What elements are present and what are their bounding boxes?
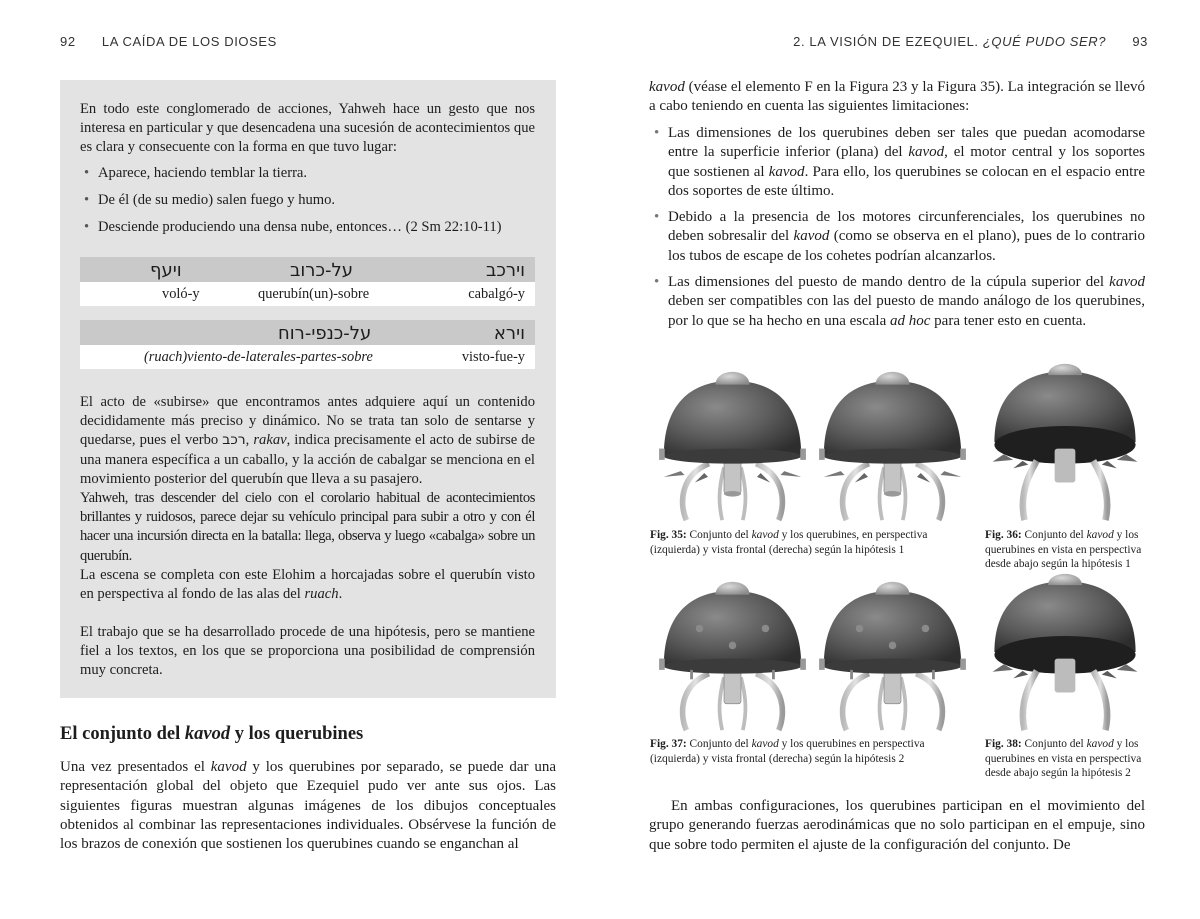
gloss-word: voló-y xyxy=(162,286,200,302)
text-span: La escena se completa con este Elohim a horcajadas sobre el querubín visto en perspectiva al fondo de las alas del xyxy=(80,567,535,603)
right-final-paragraph: En ambas configuraciones, los querubines participan en el movimiento del grupo generando fuerzas aerodinámicas que no solo participan en el empuje, sino que sobre todo permiten el ajuste de la configuración del conjunto. De xyxy=(649,798,1145,853)
right-bullet-2 xyxy=(654,208,1145,266)
text-span: Conjunto del xyxy=(686,529,752,541)
text-span: deben ser compatibles con las del puesto de mando análogo de los querubines, por lo que se ha hecho en una escala xyxy=(668,293,1145,329)
box-paragraph-scene xyxy=(80,566,535,604)
section-paragraph xyxy=(60,758,556,854)
gloss-word: visto-fue-y xyxy=(461,349,525,365)
box-bullet: • Desciende produciendo una densa nube, entonces… (2 Sm 22:10-11) xyxy=(84,219,502,235)
right-chapter-title: 2. LA VISIÓN DE EZEQUIEL. xyxy=(793,34,983,49)
text-span: , el motor central y los soportes que sostienen al xyxy=(668,144,1145,180)
gloss-word xyxy=(144,349,373,366)
italic-span: kavod xyxy=(1086,529,1114,541)
box-bullet-text: Aparece, haciendo temblar la tierra. xyxy=(98,165,308,181)
right-paragraph-continuation xyxy=(649,78,1145,117)
italic-span: kavod xyxy=(184,724,231,744)
italic-span: ruach xyxy=(304,586,339,603)
text-span: y los querubines, en perspectiva (izquierda) y vista frontal (derecha) según la hipótesis 1 xyxy=(650,529,928,556)
box-intro: En todo este conglomerado de acciones, Yahweh hace un gesto que nos interesa en particular y que desencadena una sucesión de acontecimientos que es clara y consecuente con la forma en que tuvo lugar: xyxy=(80,101,535,156)
figure-37-caption xyxy=(650,737,950,766)
text-span: El acto de «subirse» que encontramos antes adquiere aquí un contenido decididamente más preciso y dinámico. No se trata tan solo de sentarse y quedarse, pues el verbo xyxy=(80,394,535,449)
figure-38-underside-render xyxy=(985,572,1145,732)
right-page-number: 93 xyxy=(1132,34,1148,49)
right-bullet-1 xyxy=(654,124,1145,201)
gloss-word: querubín(un)-sobre xyxy=(258,286,370,302)
hebrew-word: וירא xyxy=(493,323,525,344)
box-paragraph-hypothesis: El trabajo que se ha desarrollado procede de una hipótesis, pero se mantiene fiel a los textos, en los que se proporciona una posibilidad de comprensión muy concreta. xyxy=(80,624,535,679)
box-bullet-text: Desciende produciendo una densa nube, entonces… (2 Sm 22:10-11) xyxy=(98,219,502,235)
italic-span: kavod xyxy=(908,144,945,161)
italic-span: kavod xyxy=(210,759,247,775)
bullet-dot: • xyxy=(654,274,660,290)
hebrew-inline: רכב xyxy=(222,432,246,449)
italic-span: kavod xyxy=(768,163,805,180)
italic-span: kavod xyxy=(1109,274,1145,290)
text-span: y los querubines por separado, se puede dar una representación global del objeto que Ezequiel pudo ver ante sus ojos. Las siguientes figuras muestran algunas imágenes de los dibujos conceptuales obtenidos al combinar las representaciones individuales. Obsérvese la función de los brazos de conexión que sostienen los querubines cuando se enganchan al xyxy=(60,759,556,853)
text-span: Debido a la presencia de los motores circunferenciales, los querubines no deben sobresalir del xyxy=(668,209,1145,245)
italic-span: ad hoc xyxy=(890,312,931,329)
figure-36-underside-render xyxy=(985,362,1145,522)
text-span: para tener esto en cuenta. xyxy=(930,312,1087,329)
figure-38-caption xyxy=(985,737,1145,781)
figure-35-caption xyxy=(650,528,950,557)
box-paragraph-rakav xyxy=(80,393,535,489)
box-bullet-text: De él (de su medio) salen fuego y humo. xyxy=(98,192,336,208)
hebrew-row xyxy=(80,320,535,345)
text-span: . Para ello, los querubines se colocan en el espacio entre dos soportes de este último. xyxy=(668,163,1145,199)
hebrew-word: על-כרוב xyxy=(290,260,353,281)
figure-35-perspective-render xyxy=(650,362,815,522)
text-span: y los querubines en vista en perspectiva desde abajo según la hipótesis 1 xyxy=(985,529,1142,570)
figure-37-frontal-render xyxy=(810,572,975,732)
text-span: y los querubines en vista en perspectiva desde abajo según la hipótesis 2 xyxy=(985,738,1142,779)
figure-35-frontal-render xyxy=(810,362,975,522)
hebrew-word: על-כנפי-רוח xyxy=(278,323,372,344)
hebrew-word: וירכב xyxy=(485,260,525,281)
italic-span: rakav xyxy=(253,432,287,449)
text-span: y los querubines en perspectiva (izquierda) y vista frontal (derecha) según la hipótesis 2 xyxy=(650,738,925,765)
hebrew-table-1 xyxy=(80,257,535,306)
gloss-row xyxy=(80,282,535,306)
text-span: (véase el elemento F en la Figura 23 y la Figura 35). La integración se llevó a cabo teniendo en cuenta las siguientes limitaciones: xyxy=(649,79,1145,115)
text-span: Las dimensiones de los querubines deben ser tales que puedan acomodarse entre la superficie inferior (plana) del xyxy=(668,125,1145,161)
bullet-dot: • xyxy=(654,209,660,225)
italic-span: kavod xyxy=(751,738,779,750)
right-bullet-3 xyxy=(654,273,1145,331)
italic-span: kavod xyxy=(751,529,779,541)
hebrew-row xyxy=(80,257,535,282)
figure-36-caption xyxy=(985,528,1145,572)
text-span: , indica precisamente el acto de subirse de una manera específica a un caballo, y la acción de cabalgar se menciona en el movimiento posterior del querubín que lleva a su pasajero. xyxy=(80,432,535,487)
box-bullet: • Aparece, haciendo temblar la tierra. xyxy=(84,165,308,181)
caption-label: Fig. 38: xyxy=(985,738,1022,750)
left-book-title: LA CAÍDA DE LOS DIOSES xyxy=(101,34,277,49)
figure-37-perspective-render xyxy=(650,572,815,732)
left-running-header xyxy=(60,34,277,49)
left-page-number: 92 xyxy=(60,34,76,49)
right-running-header xyxy=(793,34,1148,49)
section-heading xyxy=(60,724,363,745)
text-span: , xyxy=(245,432,254,449)
bullet-dot: • xyxy=(654,125,660,141)
text-span: y los querubines xyxy=(230,724,364,744)
text-span: Conjunto del xyxy=(686,738,752,750)
text-span: (como se observa en el plano), pues de lo contrario los tubos de escape de los cohetes podrían alcanzarlos. xyxy=(668,228,1145,264)
box-paragraph-yahweh: Yahweh, tras descender del cielo con el corolario habitual de acontecimientos brillantes y ruidosos, parece dejar su vehículo principal para subir a otro y con él hacer una incursión directa en la batalla: llega, observa y luego «cabalga» sobre un querubín. xyxy=(80,490,535,564)
text-span: Una vez presentados el xyxy=(60,759,211,775)
gloss-word: cabalgó-y xyxy=(468,286,525,302)
text-span: Conjunto del xyxy=(1021,529,1087,541)
caption-label: Fig. 37: xyxy=(650,738,687,750)
text-span: Las dimensiones del puesto de mando dentro de la cúpula superior del xyxy=(668,274,1110,290)
italic-span: kavod xyxy=(793,228,830,245)
caption-label: Fig. 35: xyxy=(650,529,687,541)
caption-label: Fig. 36: xyxy=(985,529,1022,541)
text-span: El conjunto del xyxy=(60,724,185,744)
box-bullet: • De él (de su medio) salen fuego y humo. xyxy=(84,192,336,208)
text-span: Conjunto del xyxy=(1021,738,1087,750)
italic-span: kavod xyxy=(1086,738,1114,750)
right-chapter-title-italic: ¿QUÉ PUDO SER? xyxy=(982,34,1107,49)
italic-span: kavod xyxy=(649,79,685,95)
highlight-box xyxy=(60,80,556,698)
hebrew-word: ויעף xyxy=(150,260,182,281)
hebrew-table-2 xyxy=(80,320,535,369)
gloss-ruach: (ruach)viento-de-laterales-partes-sobre xyxy=(144,349,373,365)
gloss-row xyxy=(80,345,535,369)
text-span: . xyxy=(338,586,343,603)
